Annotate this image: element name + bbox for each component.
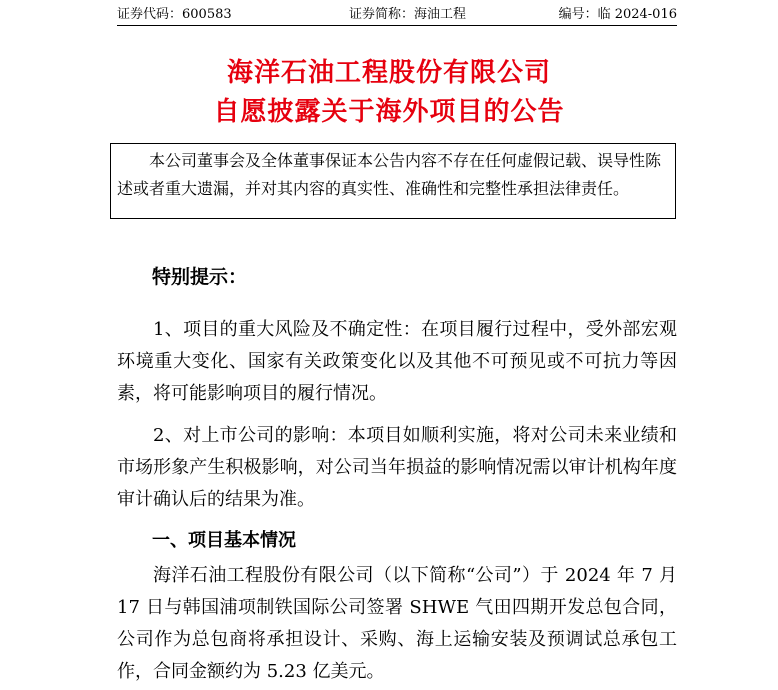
board-statement-box: [110, 143, 676, 219]
page-header: [117, 5, 677, 26]
project-basic-info-heading: 一、项目基本情况: [152, 530, 296, 551]
project-basic-info-paragraph: 海洋石油工程股份有限公司（以下简称“公司”）于 2024 年 7 月 17 日与韩国浦项制铁国际公司签署 SHWE 气田四期开发总包合同，公司作为总包商将承担设计、采购、海上运输安装及预调试总承包工作，合同金额约为 5.23 亿美元。: [117, 565, 677, 682]
announcement-title: 自愿披露关于海外项目的公告: [213, 97, 565, 127]
risk-paragraph: 1、项目的重大风险及不确定性：在项目履行过程中，受外部宏观环境重大变化、国家有关政策变化以及其他不可预见或不可抗力等因素，将可能影响项目的履行情况。: [117, 319, 677, 404]
announcement-number: 编号：临 2024-016: [558, 7, 677, 22]
special-hint-heading: 特别提示：: [152, 266, 248, 288]
stock-code: 证券代码：600583: [117, 7, 232, 22]
company-title: 海洋石油工程股份有限公司: [226, 58, 551, 88]
board-statement-text: 本公司董事会及全体董事保证本公告内容不存在任何虚假记载、误导性陈述或者重大遗漏，并对其内容的真实性、准确性和完整性承担法律责任。: [117, 151, 662, 198]
stock-abbreviation: 证券简称：海油工程: [349, 7, 467, 22]
impact-paragraph: 2、对上市公司的影响：本项目如顺利实施，将对公司未来业绩和市场形象产生积极影响，对公司当年损益的影响情况需以审计机构年度审计确认后的结果为准。: [117, 425, 677, 510]
